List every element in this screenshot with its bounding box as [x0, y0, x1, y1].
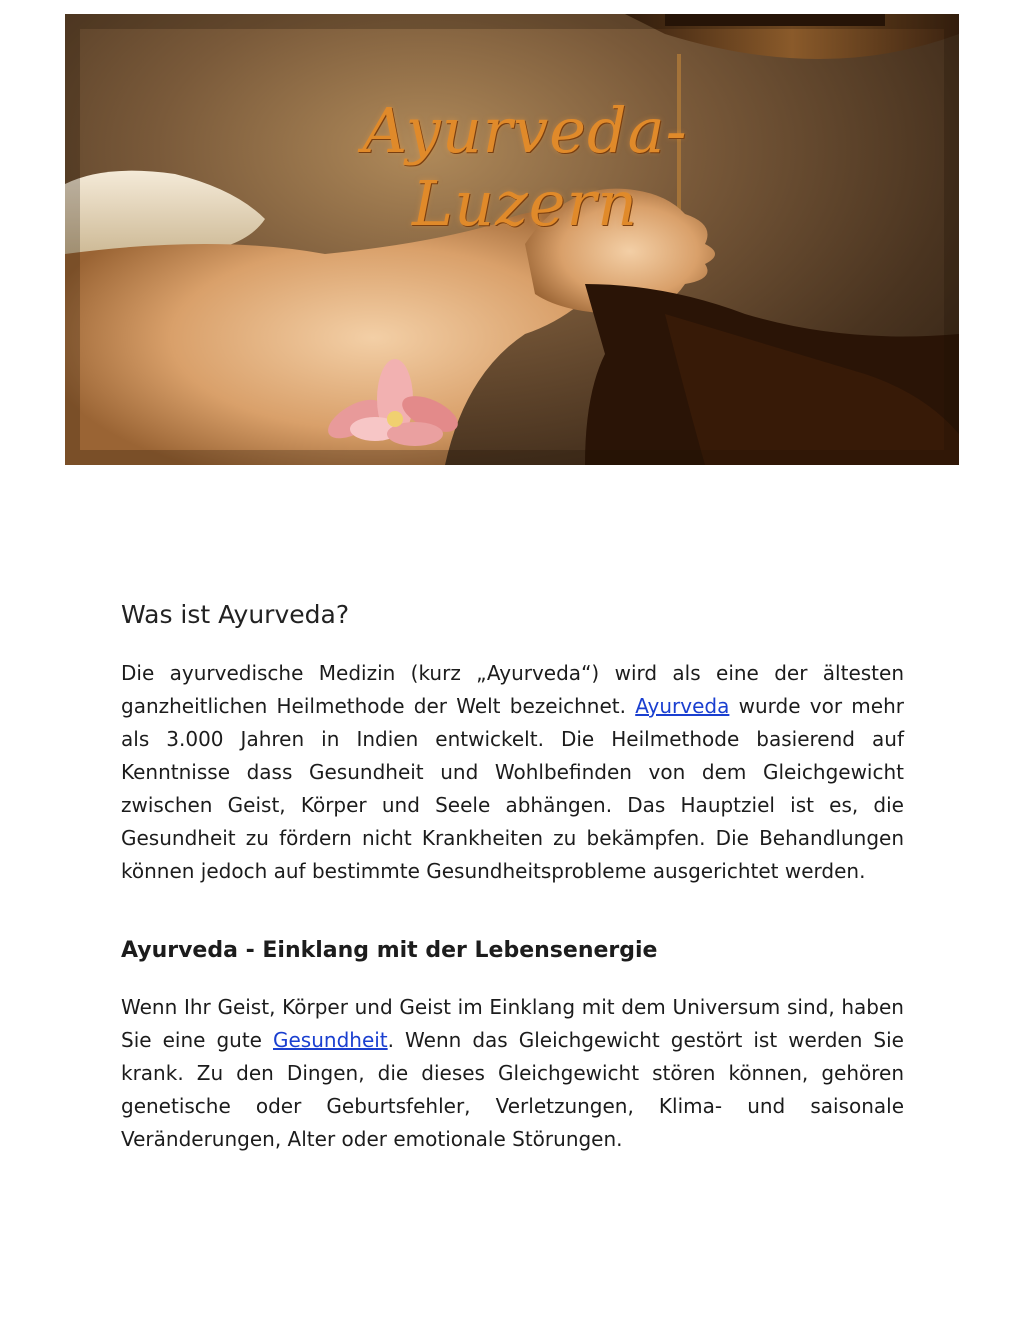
balance-paragraph: [121, 991, 904, 1156]
section-heading: Ayurveda - Einklang mit der Lebensenergie: [121, 938, 658, 963]
site-logo-text: Ayurveda-Luzern: [362, 94, 688, 240]
intro-text-end: wurde vor mehr als 3.000 Jahren in Indien entwickelt. Die Heilmethode basierend auf Kenntnisse dass Gesundheit und Wohlbefinden von dem Gleichgewicht zwischen Geist, Körper und Seele abhängen. Das Hauptziel ist es, die Gesundheit zu fördern nicht Krankheiten zu bekämpfen. Die Behandlungen können jedoch auf bestimmte Gesundheitsprobleme ausgerichtet werden.: [121, 694, 904, 883]
page-title: Was ist Ayurveda?: [121, 600, 350, 629]
gesundheit-link[interactable]: Gesundheit: [273, 1028, 388, 1052]
hero-banner: [65, 14, 959, 465]
ayurveda-link[interactable]: Ayurveda: [635, 694, 730, 718]
balance-text-start: Wenn Ihr Geist, Körper und Geist im Einklang mit dem Universum sind, haben Sie eine gute: [121, 995, 904, 1052]
intro-text-start: Die ayurvedische Medizin (kurz „Ayurveda“) wird als eine der ältesten ganzheitlichen Heilmethode der Welt bezeichnet.: [121, 661, 904, 718]
intro-paragraph: [121, 657, 904, 888]
balance-text-end: . Wenn das Gleichgewicht gestört ist werden Sie krank. Zu den Dingen, die dieses Gleichgewicht stören können, gehören genetische oder Geburtsfehler, Verletzungen, Klima- und saisonale Veränderungen, Alter oder emotionale Störungen.: [121, 1028, 904, 1151]
